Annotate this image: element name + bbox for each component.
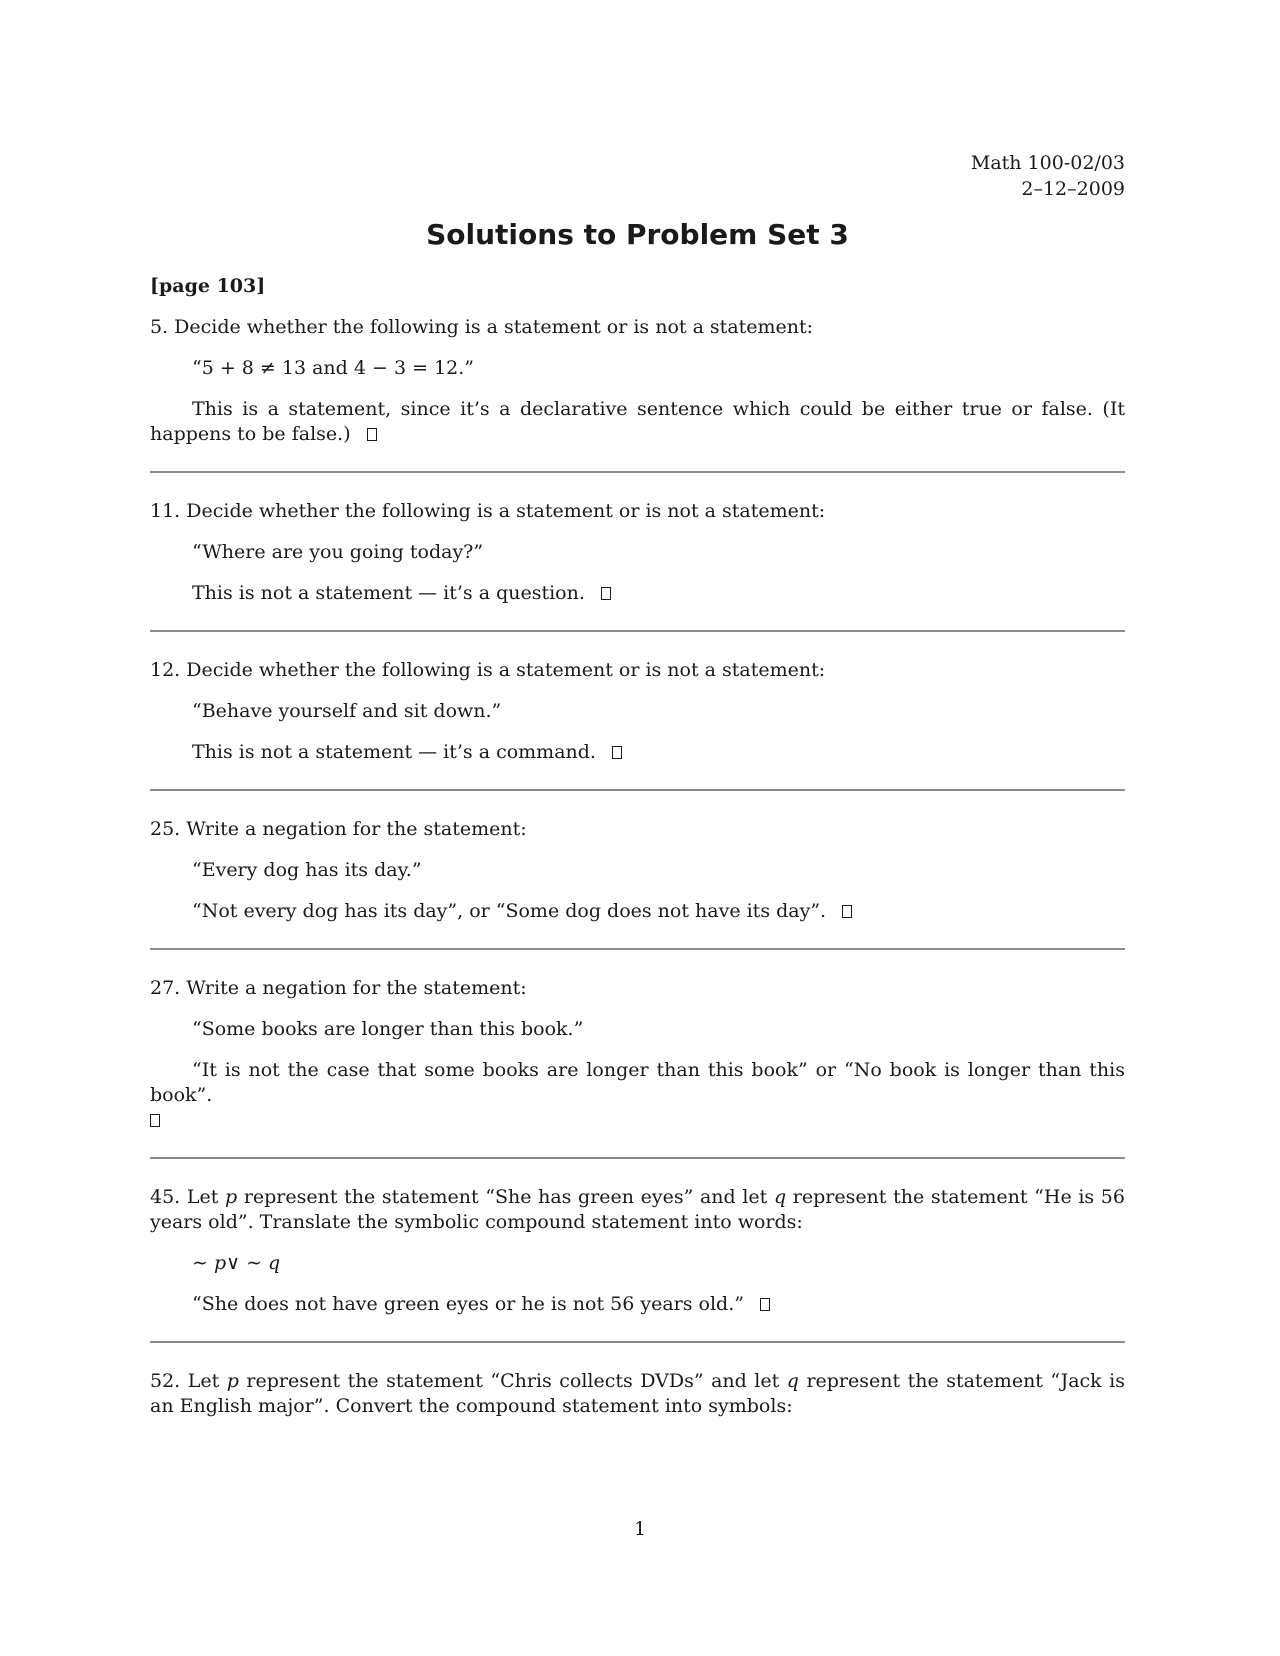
page-reference: [page 103]	[150, 275, 266, 297]
problem-5-quote: “5 + 8 ≠ 13 and 4 − 3 = 12.”	[192, 357, 474, 379]
problem-45-formula: ∼ p∨ ∼ q	[192, 1252, 281, 1274]
problem-25-quote: “Every dog has its day.”	[192, 859, 422, 881]
page-number: 1	[633, 1518, 647, 1540]
problem-12	[150, 658, 1125, 765]
variable-q: q	[773, 1186, 787, 1208]
problem-52-prompt-c: represent the statement “Jack is an English major”. Convert the compound statement into symbols:	[150, 1370, 1125, 1417]
problem-45-answer-text: “She does not have green eyes or he is not 56 years old.”	[192, 1293, 744, 1315]
problem-11	[150, 499, 1125, 606]
problem-5-answer	[150, 397, 1125, 447]
page-title: Solutions to Problem Set 3	[426, 218, 849, 251]
problem-25	[150, 817, 1125, 924]
problem-27-prompt: 27. Write a negation for the statement:	[150, 977, 527, 999]
qed-icon	[601, 587, 611, 600]
problem-25-answer-text: “Not every dog has its day”, or “Some dog does not have its day”.	[192, 900, 827, 922]
qed-icon	[760, 1298, 770, 1311]
divider	[150, 1341, 1125, 1343]
problem-5	[150, 315, 1125, 447]
divider	[150, 789, 1125, 791]
problem-52	[150, 1369, 1125, 1419]
problem-45-answer	[150, 1292, 1125, 1317]
divider	[150, 630, 1125, 632]
problem-52-prompt-a: 52. Let	[150, 1370, 220, 1392]
course-name: Math 100-02/03	[970, 152, 1125, 174]
problem-27-answer	[150, 1058, 1125, 1133]
problem-27-answer-text: “It is not the case that some books are longer than this book” or “No book is longer than this book”.	[150, 1059, 1125, 1106]
problem-52-prompt	[150, 1369, 1125, 1419]
problem-27	[150, 976, 1125, 1133]
problem-12-prompt: 12. Decide whether the following is a statement or is not a statement:	[150, 659, 826, 681]
problem-5-prompt: 5. Decide whether the following is a statement or is not a statement:	[150, 316, 814, 338]
problem-12-answer-text: This is not a statement — it’s a command.	[192, 741, 596, 763]
divider	[150, 948, 1125, 950]
divider	[150, 1157, 1125, 1159]
qed-icon	[150, 1114, 160, 1127]
course-date: 2–12–2009	[1021, 178, 1125, 200]
variable-p: p	[225, 1186, 238, 1208]
problem-11-quote: “Where are you going today?”	[192, 541, 484, 563]
problem-45-prompt	[150, 1185, 1125, 1235]
qed-icon	[842, 905, 852, 918]
course-header	[150, 150, 1125, 202]
problem-27-quote: “Some books are longer than this book.”	[192, 1018, 584, 1040]
variable-p: p	[226, 1370, 239, 1392]
qed-icon	[612, 746, 622, 759]
problem-45	[150, 1185, 1125, 1317]
problem-45-prompt-c: represent the statement “He is 56 years old”. Translate the symbolic compound statement into words:	[150, 1186, 1125, 1233]
qed-icon	[367, 428, 377, 441]
problem-45-prompt-a: 45. Let	[150, 1186, 219, 1208]
document-page	[150, 150, 1125, 1435]
problem-52-prompt-b: represent the statement “Chris collects DVDs” and let	[246, 1370, 780, 1392]
problem-5-answer-text: This is a statement, since it’s a declarative sentence which could be either true or false. (It happens to be false.)	[150, 398, 1125, 445]
problem-11-answer	[150, 581, 1125, 606]
problem-12-answer	[150, 740, 1125, 765]
problem-12-quote: “Behave yourself and sit down.”	[192, 700, 502, 722]
variable-q: q	[786, 1370, 799, 1392]
problem-25-answer	[150, 899, 1125, 924]
problem-25-prompt: 25. Write a negation for the statement:	[150, 818, 527, 840]
problem-11-prompt: 11. Decide whether the following is a statement or is not a statement:	[150, 500, 826, 522]
problem-45-prompt-b: represent the statement “She has green eyes” and let	[243, 1186, 768, 1208]
divider	[150, 471, 1125, 473]
problem-11-answer-text: This is not a statement — it’s a question.	[192, 582, 585, 604]
